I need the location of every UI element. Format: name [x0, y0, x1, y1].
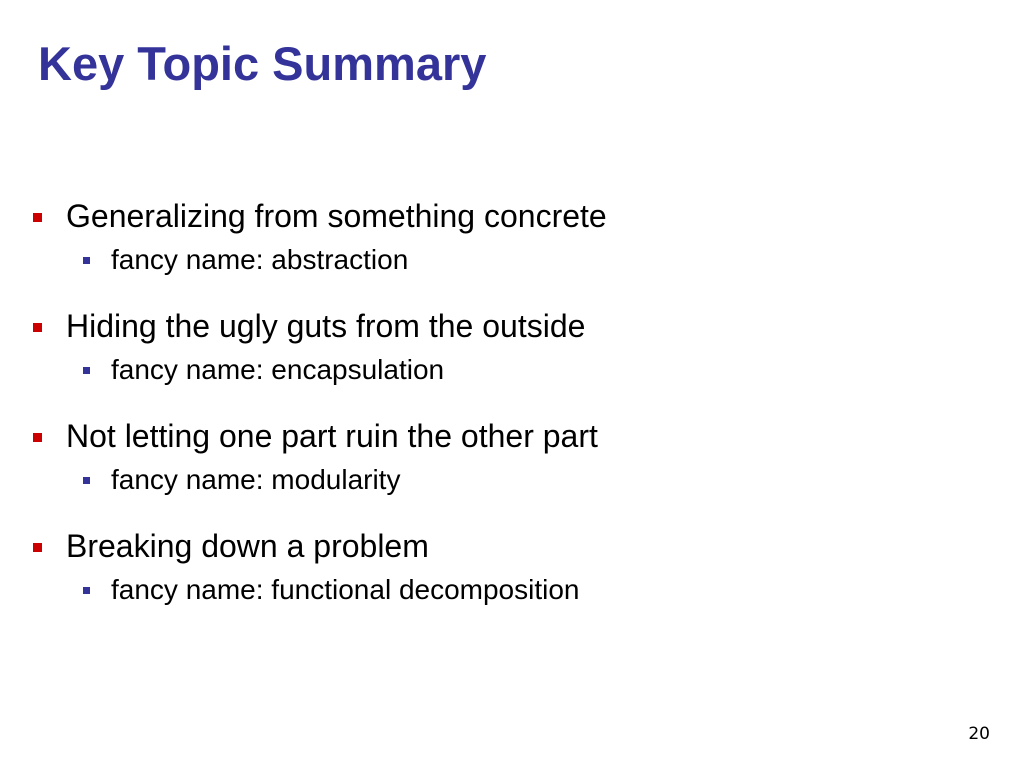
square-bullet-icon: [83, 367, 90, 374]
square-bullet-icon: [33, 433, 42, 442]
sub-list: [0, 572, 1024, 610]
topic-list: [0, 190, 1024, 630]
sub-item: [0, 242, 1024, 280]
sub-list: [0, 352, 1024, 390]
sub-item-text: fancy name: modularity: [111, 464, 401, 495]
square-bullet-icon: [83, 477, 90, 484]
page-number: 20: [968, 724, 990, 744]
square-bullet-icon: [33, 213, 42, 222]
sub-item-text: fancy name: encapsulation: [111, 354, 445, 385]
sub-item: [0, 462, 1024, 500]
topic-text: Breaking down a problem: [66, 528, 429, 564]
topic-row: [0, 300, 1024, 352]
topic-item: [0, 410, 1024, 500]
topic-item: [0, 300, 1024, 390]
square-bullet-icon: [33, 543, 42, 552]
topic-row: [0, 190, 1024, 242]
sub-item: [0, 572, 1024, 610]
sub-item: [0, 352, 1024, 390]
topic-row: [0, 410, 1024, 462]
topic-item: [0, 520, 1024, 610]
slide-title: Key Topic Summary: [38, 37, 487, 90]
topic-item: [0, 190, 1024, 280]
square-bullet-icon: [83, 587, 90, 594]
topic-row: [0, 520, 1024, 572]
topic-text: Not letting one part ruin the other part: [66, 418, 598, 454]
square-bullet-icon: [33, 323, 42, 332]
sub-list: [0, 242, 1024, 280]
square-bullet-icon: [83, 257, 90, 264]
topic-text: Hiding the ugly guts from the outside: [66, 308, 586, 344]
topic-text: Generalizing from something concrete: [66, 198, 607, 234]
sub-item-text: fancy name: functional decomposition: [111, 574, 580, 605]
sub-item-text: fancy name: abstraction: [111, 244, 409, 275]
sub-list: [0, 462, 1024, 500]
